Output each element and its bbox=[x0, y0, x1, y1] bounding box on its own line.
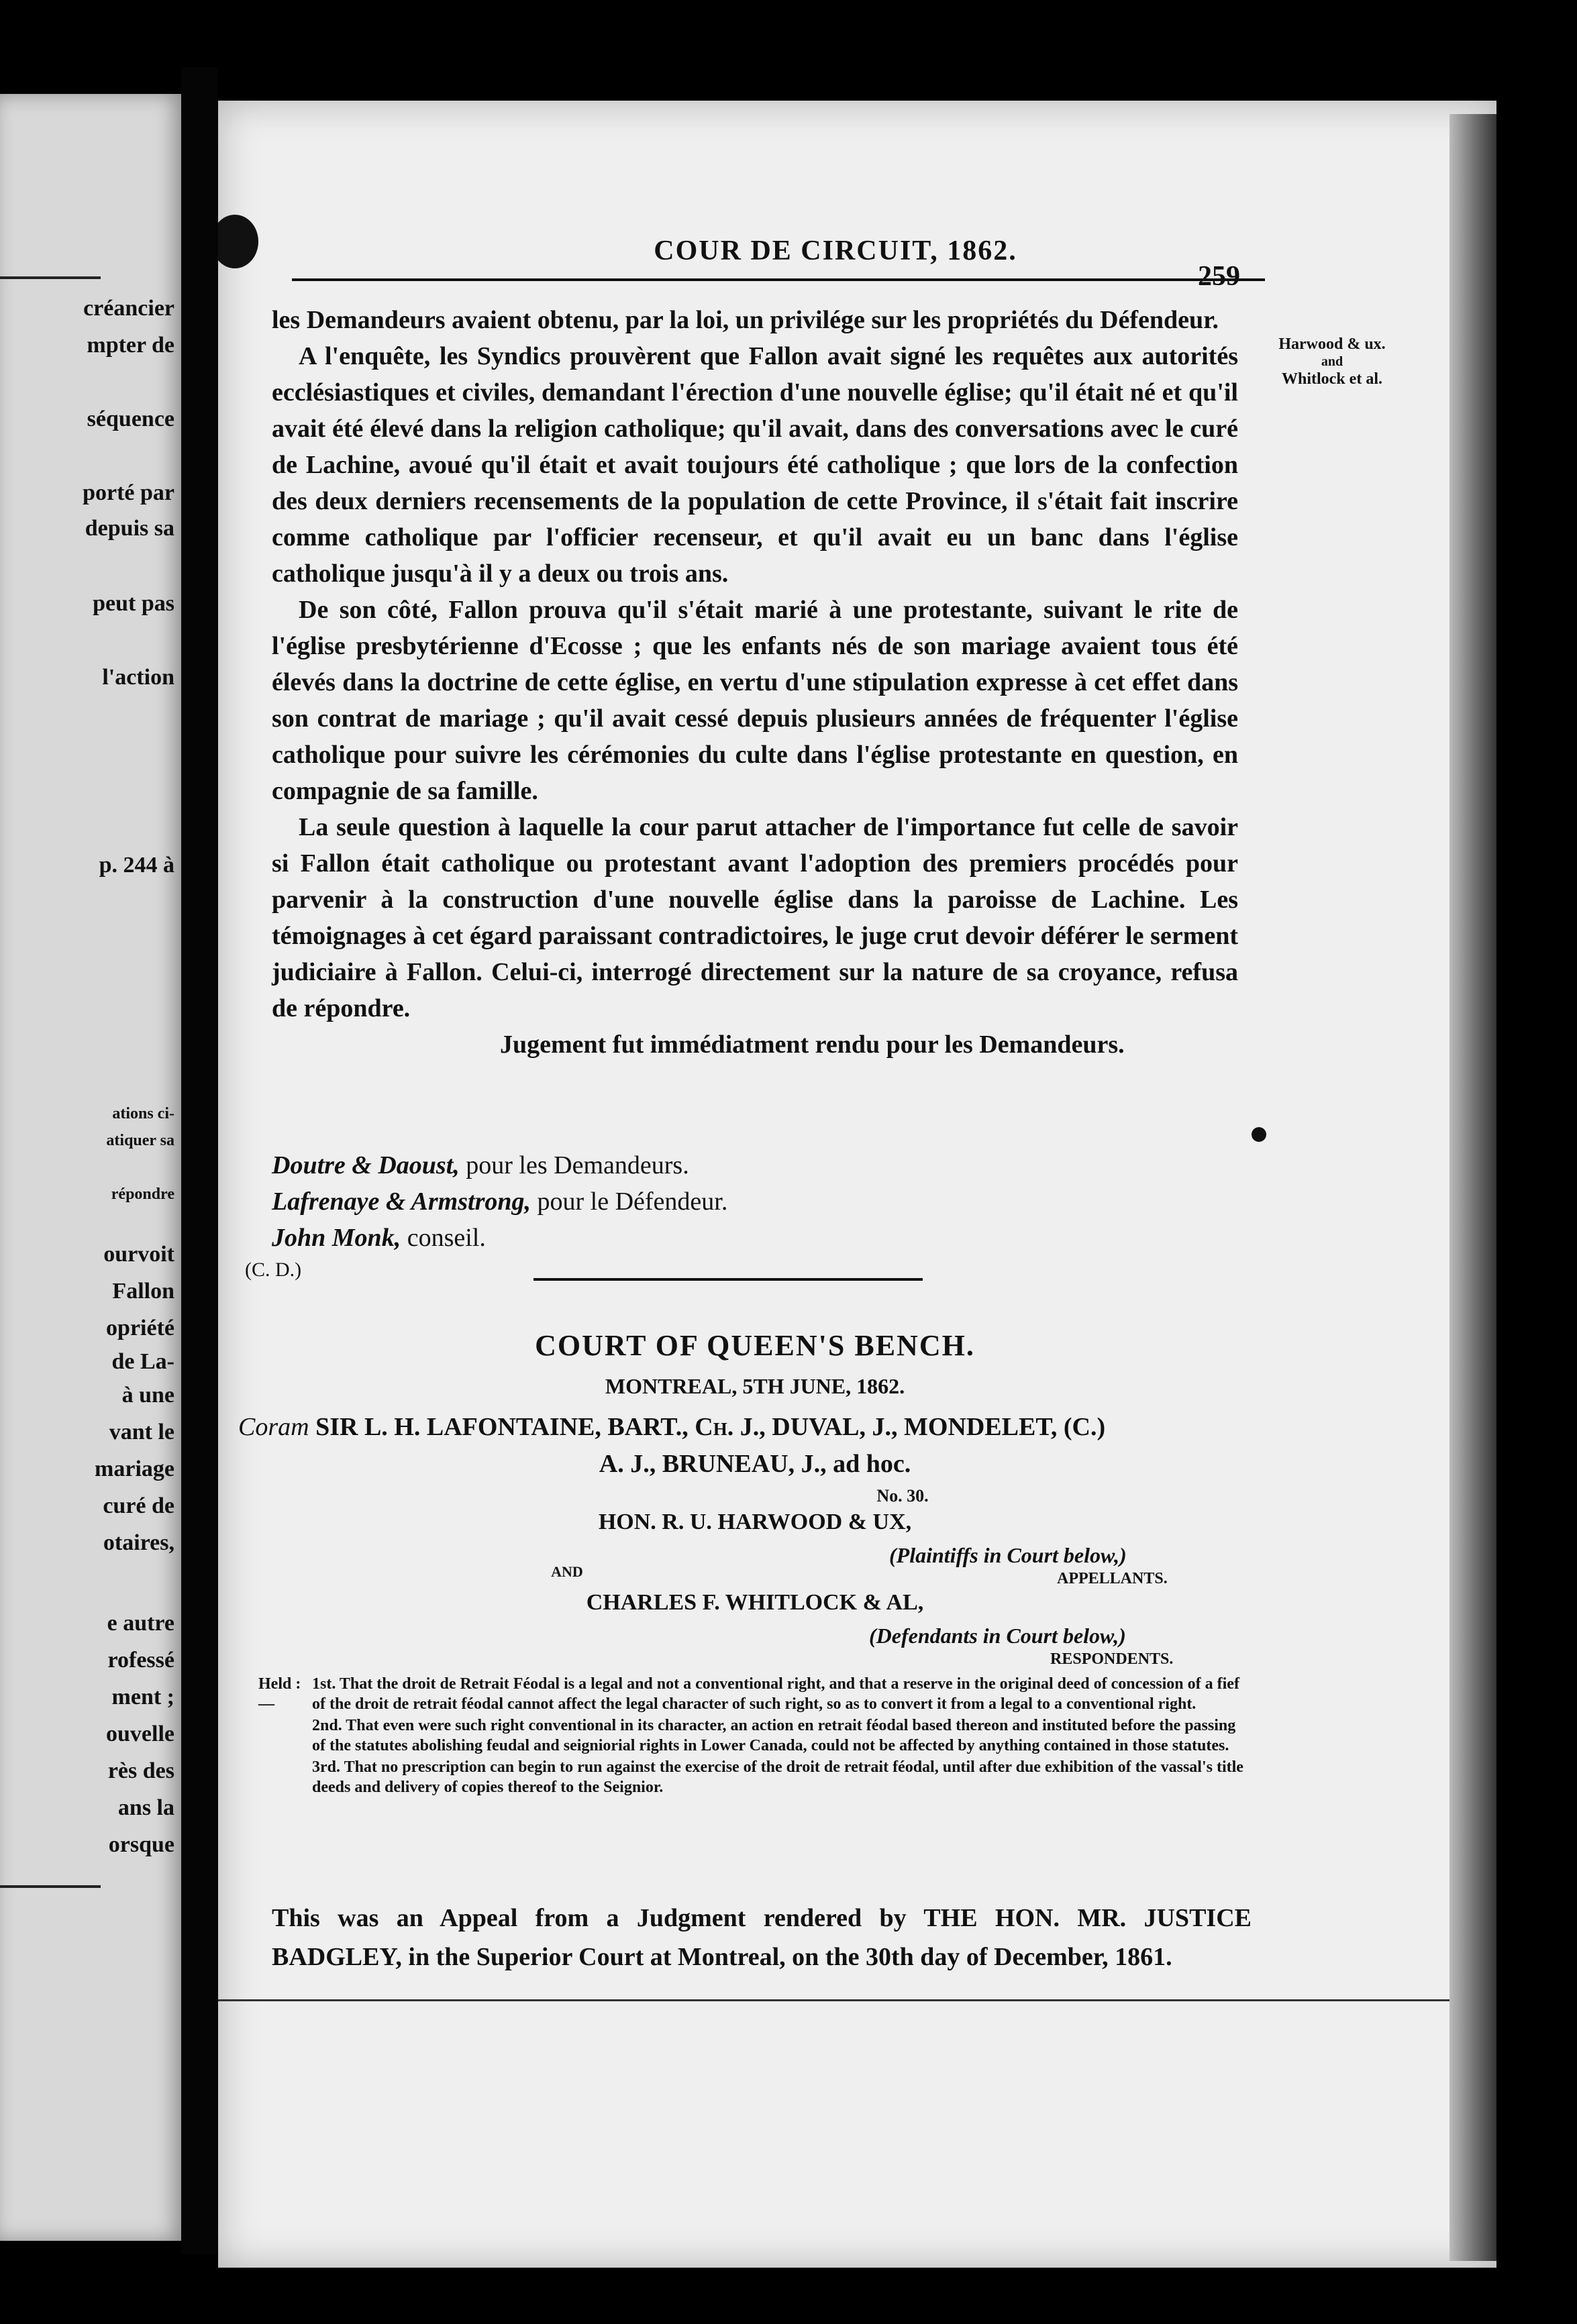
section-rule bbox=[533, 1278, 923, 1281]
left-line: mpter de bbox=[87, 333, 174, 358]
side-note-line: Harwood & ux. bbox=[1278, 335, 1386, 353]
paragraph: De son côté, Fallon prouva qu'il s'était marié à une protestante, suivant le rite de l'église presbytérienne d'Ecosse ; que les enfants nés de son mariage avaient tous été élevés dans la doctrine de cette église, en vertu d'une stipulation expresse à cet effet dans son contrat de mariage ; qu'il avait cessé depuis plusieurs années de fréquenter l'église catholique pour suivre les cérémonies du culte dans l'église protestante en question, en compagnie de sa famille. bbox=[272, 596, 1238, 805]
side-note bbox=[1245, 335, 1419, 388]
and-separator: AND bbox=[551, 1563, 583, 1580]
bottom-rule bbox=[218, 1999, 1496, 2001]
left-line: vant le bbox=[109, 1420, 174, 1444]
counsel-name: John Monk, bbox=[272, 1224, 401, 1252]
left-line: de La- bbox=[111, 1349, 174, 1374]
left-line: curé de bbox=[103, 1493, 174, 1518]
left-page-fragment bbox=[0, 94, 181, 2241]
paragraph: les Demandeurs avaient obtenu, par la loi, un privilége sur les propriétés du Défendeur. bbox=[272, 306, 1219, 334]
left-line: rès des bbox=[107, 1758, 174, 1783]
left-line: à une bbox=[121, 1383, 174, 1408]
left-line: ourvoit bbox=[103, 1242, 174, 1267]
plaintiff-status: APPELLANTS. bbox=[1057, 1570, 1168, 1587]
paragraph: La seule question à laquelle la cour parut attacher de l'importance fut celle de savoir si Fallon était catholique ou protestant avant l'adoption des premiers procédés pour parvenir à la construction d'une nouvelle église dans la paroisse de Lachine. Les témoignages à cet égard paraissant contradictoires, le juge crut devoir déférer le serment judiciaire à Fallon. Celui-ci, interrogé directement sur la nature de sa croyance, refusa de répondre. bbox=[272, 813, 1238, 1022]
left-line: atiquer sa bbox=[106, 1132, 174, 1149]
page-number: 259 bbox=[1198, 261, 1240, 292]
main-page bbox=[218, 101, 1496, 2268]
left-line: otaires, bbox=[103, 1530, 174, 1555]
left-line: l'action bbox=[102, 665, 174, 690]
case-number: No. 30. bbox=[876, 1486, 929, 1506]
left-header-rule bbox=[0, 276, 101, 279]
side-note-line: and bbox=[1321, 354, 1343, 369]
side-note-line: Whitlock et al. bbox=[1282, 370, 1382, 388]
defendant-status: RESPONDENTS. bbox=[1050, 1650, 1174, 1668]
defendant-role: (Defendants in Court below,) bbox=[869, 1624, 1126, 1648]
counsel-role: pour le Défendeur. bbox=[537, 1187, 728, 1216]
held-label: Held :— bbox=[258, 1675, 301, 1713]
ink-blot bbox=[218, 215, 258, 268]
left-line: séquence bbox=[87, 407, 174, 431]
page-edge-shadow bbox=[1449, 114, 1496, 2261]
left-line: Fallon bbox=[112, 1279, 174, 1304]
book-gutter bbox=[181, 67, 218, 2254]
left-line: créancier bbox=[83, 296, 174, 321]
left-line: depuis sa bbox=[85, 516, 174, 541]
body-text bbox=[272, 302, 1238, 1063]
coram-label: Coram bbox=[238, 1413, 309, 1441]
counsel-line bbox=[272, 1147, 1238, 1183]
paragraph: A l'enquête, les Syndics prouvèrent que Fallon avait signé les requêtes aux autorités ecclésiastiques et civiles, demandant l'érection d'une nouvelle église; qu'il était né et qu'il avait été élevé dans la religion catholique; qu'il avait, dans des conversations avec le curé de Lachine, avoué qu'il était et avait toujours été catholique ; que lors de la confection des deux derniers recensements de la population de cette Province, il s'était fait inscrire comme catholique par l'officier recenseur, et qu'il avait eu un banc dans l'église catholique jusqu'à il y a deux ou trois ans. bbox=[272, 342, 1238, 588]
ink-blot bbox=[1252, 1127, 1266, 1142]
held-item: 3rd. That no prescription can begin to run against the exercise of the droit de retrait féodal, until after due exhibition of the vassal's title deeds and delivery of copies thereof to the Seignior. bbox=[312, 1758, 1243, 1796]
held-list bbox=[312, 1674, 1252, 1799]
left-line: ment ; bbox=[111, 1685, 174, 1709]
left-line: ouvelle bbox=[106, 1722, 174, 1746]
left-line: mariage bbox=[95, 1457, 174, 1481]
left-line: rofessé bbox=[107, 1648, 174, 1673]
appeal-paragraph: This was an Appeal from a Judgment rendered by THE HON. MR. JUSTICE BADGLEY, in the Superior Court at Montreal, on the 30th day of December, 1861. bbox=[272, 1904, 1252, 1971]
counsel-line bbox=[272, 1220, 1238, 1256]
held-item: 1st. That the droit de Retrait Féodal is a legal and not a conventional right, and that a reserve in the original deed of concession of a fief of the droit de retrait féodal cannot affect the legal character of such right, so as to convert it from a legal to a conventional right. bbox=[312, 1675, 1239, 1713]
left-line: orsque bbox=[108, 1832, 174, 1857]
left-line: e autre bbox=[107, 1611, 174, 1636]
plaintiff-role: (Plaintiffs in Court below,) bbox=[889, 1543, 1127, 1567]
held-item: 2nd. That even were such right conventional in its character, an action en retrait féodal based thereon and instituted before the passing of the statutes abolishing feudal and seigniorial rights in Lower Canada, could not be affected by anything contained in those statutes. bbox=[312, 1717, 1236, 1754]
left-line: p. 244 à bbox=[99, 853, 174, 878]
left-line: opriété bbox=[106, 1316, 174, 1340]
reporter-initials: (C. D.) bbox=[245, 1259, 302, 1281]
defendant: CHARLES F. WHITLOCK & AL, bbox=[586, 1590, 924, 1615]
left-line: ations ci- bbox=[112, 1105, 174, 1122]
left-line: répondre bbox=[111, 1185, 174, 1203]
coram-line-1 bbox=[238, 1412, 1285, 1442]
court-title: COURT OF QUEEN'S BENCH. bbox=[535, 1329, 975, 1362]
header-rule bbox=[292, 278, 1265, 281]
left-line: ans la bbox=[117, 1795, 174, 1820]
counsel-name: Lafrenaye & Armstrong, bbox=[272, 1187, 531, 1216]
plaintiff: HON. R. U. HARWOOD & UX, bbox=[598, 1510, 912, 1534]
left-footer-rule bbox=[0, 1885, 101, 1888]
counsel-role: pour les Demandeurs. bbox=[466, 1151, 689, 1179]
counsel-name: Doutre & Daoust, bbox=[272, 1151, 460, 1179]
judgment-line: Jugement fut immédiatment rendu pour les Demandeurs. bbox=[500, 1031, 1125, 1059]
counsel-line bbox=[272, 1183, 1238, 1220]
place-date: MONTREAL, 5TH JUNE, 1862. bbox=[605, 1374, 905, 1398]
coram-line-2: A. J., BRUNEAU, J., ad hoc. bbox=[599, 1450, 911, 1478]
coram-judges: SIR L. H. LAFONTAINE, BART., Ch. J., DUVAL, J., MONDELET, (C.) bbox=[315, 1413, 1106, 1441]
left-line: porté par bbox=[83, 480, 174, 505]
left-line: peut pas bbox=[93, 591, 174, 616]
running-title: COUR DE CIRCUIT, 1862. bbox=[654, 235, 1017, 266]
counsel-role: conseil. bbox=[407, 1224, 486, 1252]
